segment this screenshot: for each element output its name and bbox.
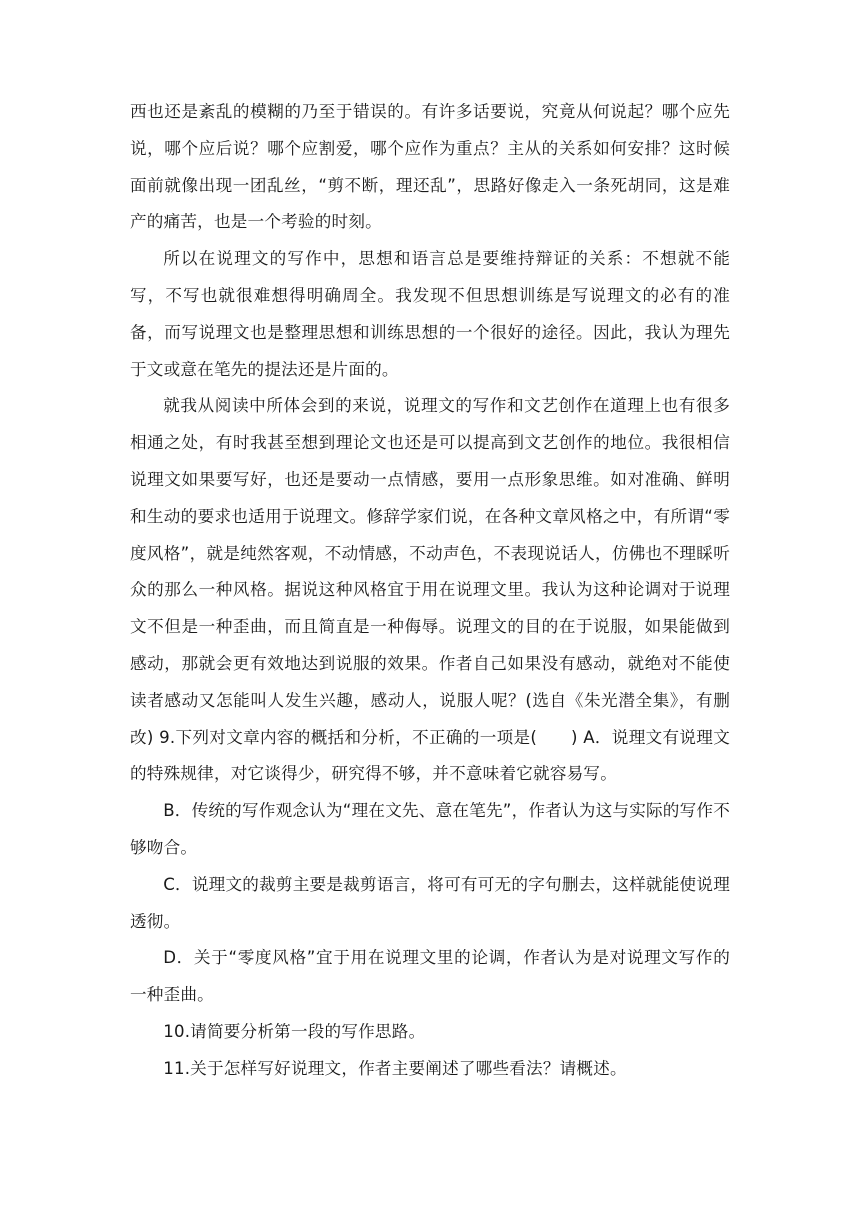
document-body xyxy=(130,94,730,1088)
paragraph-continued: 西也还是紊乱的模糊的乃至于错误的。有许多话要说，究竟从何说起？哪个应先说，哪个应后说？哪个应割爱，哪个应作为重点？主从的关系如何安排？这时候面前就像出现一团乱丝，“剪不断，理还乱”，思路好像走入一条死胡同，这是难产的痛苦，也是一个考验的时刻。 xyxy=(130,102,730,232)
question-11: 11.关于怎样写好说理文，作者主要阐述了哪些看法？请概述。 xyxy=(163,1058,627,1078)
option-b: B．传统的写作观念认为“理在文先、意在笔先”，作者认为这与实际的写作不够吻合。 xyxy=(130,801,730,857)
question-10: 10.请简要分析第一段的写作思路。 xyxy=(163,1021,426,1041)
option-d: D．关于“零度风格”宜于用在说理文里的论调，作者认为是对说理文写作的一种歪曲。 xyxy=(130,948,730,1005)
paragraph-writing-and-thinking: 所以在说理文的写作中，思想和语言总是要维持辩证的关系：不想就不能写，不写也就很难想得明确周全。我发现不但思想训练是写说理文的必有的准备，而写说理文也是整理思想和训练思想的一个很好的途径。因此，我认为理先于文或意在笔先的提法还是片面的。 xyxy=(130,249,730,379)
paragraph-emotion-and-question-9: 就我从阅读中所体会到的来说，说理文的写作和文艺创作在道理上也有很多相通之处，有时我甚至想到理论文也还是可以提高到文艺创作的地位。我很相信说理文如果要写好，也还是要动一点情感，要用一点形象思维。如对准确、鲜明和生动的要求也适用于说理文。修辞学家们说，在各种文章风格之中，有所谓“零度风格”，就是纯然客观，不动情感，不动声色，不表现说话人，仿佛也不理睬听众的那么一种风格。据说这种风格宜于用在说理文里。我认为这种论调对于说理文不但是一种歪曲，而且简直是一种侮辱。说理文的目的在于说服，如果能做到感动，那就会更有效地达到说服的效果。作者自己如果没有感动，就绝对不能使读者感动又怎能叫人发生兴趣，感动人，说服人呢？(选自《朱光潜全集》，有删改) 9.下列对文章内容的概括和分析，不正确的一项是( ) A．说理文有说理文的特殊规律，对它谈得少，研究得不够，并不意味着它就容易写。 xyxy=(130,396,730,784)
option-c: C．说理文的裁剪主要是裁剪语言，将可有可无的字句删去，这样就能使说理透彻。 xyxy=(130,874,730,931)
